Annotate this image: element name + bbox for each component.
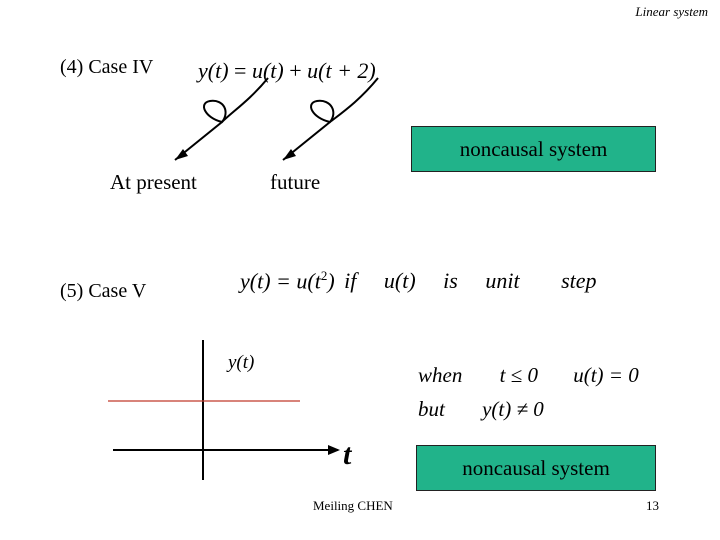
case4-result-text: noncausal system — [459, 137, 608, 161]
case5-condition-but — [418, 397, 544, 422]
case5-label: (5) Case V — [60, 280, 147, 302]
case5-eq-func: u(t) — [383, 268, 416, 294]
present-arrow-line — [175, 78, 268, 160]
case4-eq-term1: u(t) — [251, 58, 284, 83]
footer-page-number: 13 — [646, 498, 659, 513]
case5-eq-is: is — [443, 268, 458, 294]
graph-y-label-text: y(t) — [228, 352, 255, 373]
future-arrow-loop — [311, 101, 333, 122]
annotation-at-present: At present — [110, 170, 197, 194]
case5-eq-unit: unit — [485, 268, 520, 294]
condition-when-cond: t ≤ 0 — [499, 363, 538, 387]
future-arrow-line — [283, 78, 378, 160]
case4-label: (4) Case IV — [60, 56, 154, 78]
case5-eq-sup: 2 — [320, 268, 328, 283]
case5-condition-when — [418, 363, 639, 388]
case5-equation — [240, 268, 597, 294]
case4-eq-lhs: y(t) — [198, 58, 229, 83]
case5-eq-if: if — [344, 268, 357, 294]
case5-result-box — [416, 445, 656, 491]
condition-but-cond: y(t) ≠ 0 — [482, 397, 544, 421]
footer-author: Meiling CHEN — [313, 498, 393, 513]
condition-when-word: when — [418, 363, 463, 387]
condition-but-word: but — [418, 397, 445, 421]
case4-eq-plus: + — [283, 58, 308, 83]
case5-eq-main: y(t) = u(t — [240, 268, 321, 294]
case4-eq-term2: u(t + 2) — [307, 58, 376, 83]
present-arrow-loop — [204, 101, 226, 122]
case4-result-box — [411, 126, 656, 172]
graph-x-arrowhead — [328, 445, 340, 455]
case5-eq-close: ) — [327, 268, 335, 294]
condition-when-value: u(t) = 0 — [573, 363, 639, 387]
graph-y-label — [228, 352, 254, 374]
annotation-future: future — [270, 170, 321, 194]
slide-header-title: Linear system — [635, 4, 708, 19]
case5-result-text: noncausal system — [462, 456, 610, 480]
case5-eq-step: step — [561, 268, 597, 294]
graph-x-label: t — [343, 438, 352, 471]
case4-eq-equals: = — [228, 58, 252, 83]
